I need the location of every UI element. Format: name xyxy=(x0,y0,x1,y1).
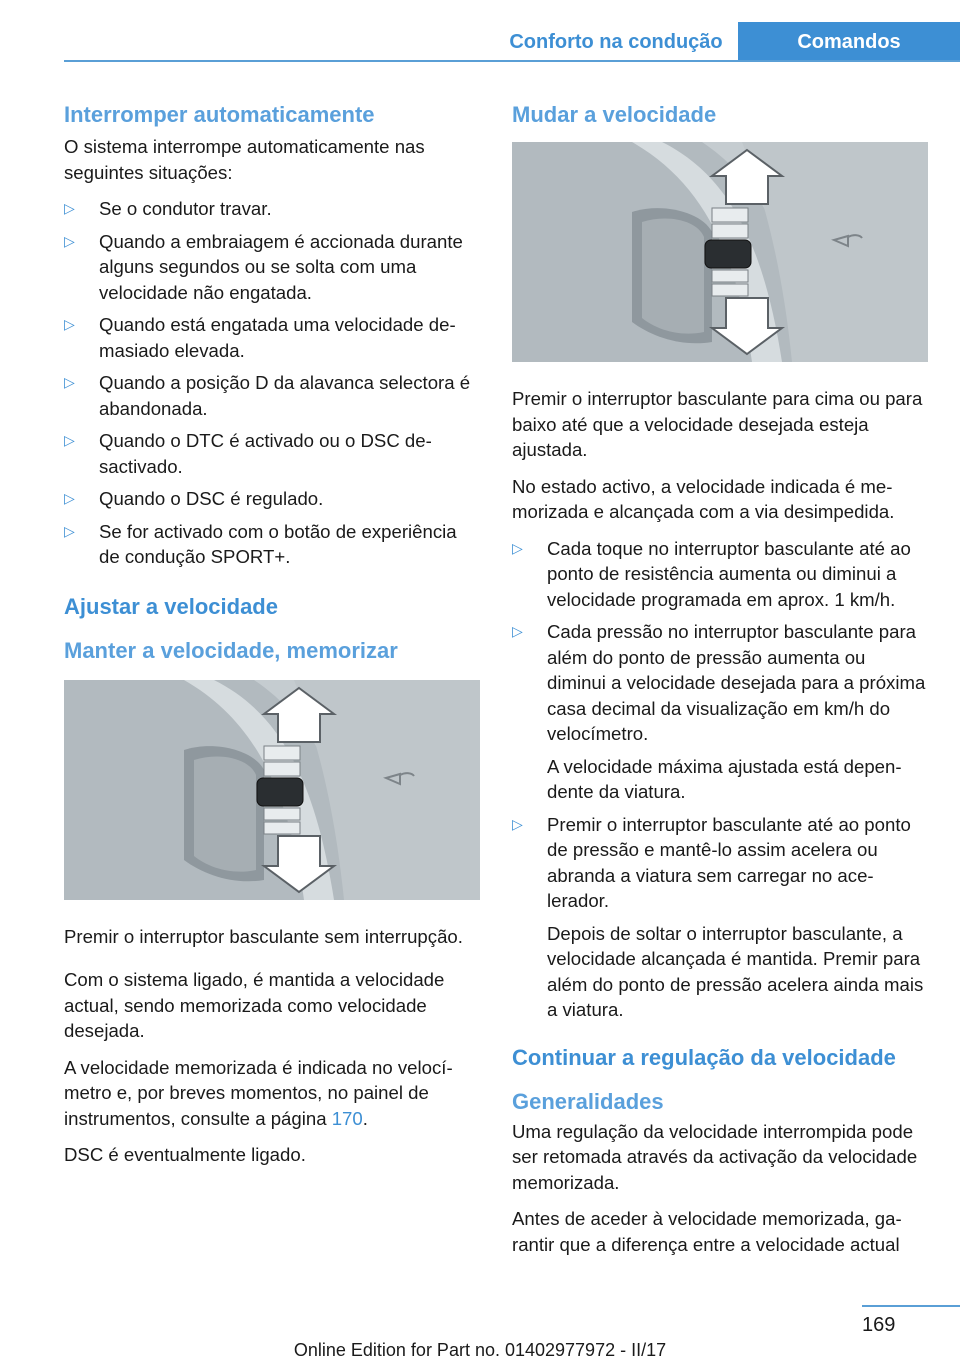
keep-paragraph-4: DSC é eventualmente ligado. xyxy=(64,1144,306,1165)
header-section-title: Conforto na condução xyxy=(509,31,723,53)
steering-wheel-rocker-figure-2 xyxy=(512,142,928,362)
steering-wheel-rocker-figure xyxy=(64,680,480,900)
interrupt-heading: Interromper automaticamente xyxy=(64,102,375,127)
triangle-bullet-icon: ▷ xyxy=(64,316,75,332)
header-chapter-tab: Comandos xyxy=(738,22,960,62)
interrupt-list xyxy=(64,196,480,570)
list-item: ▷ Quando o DSC é regulado. xyxy=(64,486,480,512)
page-number: 169 xyxy=(862,1314,896,1336)
list-item: ▷ Se o condutor travar. xyxy=(64,196,480,222)
list-item: ▷ Quando a embraiagem é accionada durante alguns segundos ou se solta com uma velocidade não engatada. xyxy=(64,230,463,303)
keep-heading: Manter a velocidade, memorizar xyxy=(64,637,398,663)
list-item: ▷ Cada toque no interruptor basculante até ao ponto de resistência aumenta ou diminui a velocidade programada em aprox. 1 km/h. xyxy=(512,537,911,610)
right-column xyxy=(512,100,928,1268)
triangle-bullet-icon: ▷ xyxy=(512,539,523,556)
triangle-bullet-icon: ▷ xyxy=(64,374,75,390)
change-speed-heading: Mudar a velocidade xyxy=(512,102,717,127)
change-paragraph-2: No estado activo, a velocidade indicada é memorizada e alcançada com a via desimpedida. xyxy=(512,475,895,522)
list-item: ▷ Premir o interruptor basculante até ao ponto de pressão e mantê-lo assim acelera ou abranda a viatura sem carregar no acelerador. Depois de soltar o interruptor basculante, a velocidade alcançada é mantida. Premir para além do ponto de pressão acelera ainda mais a viatura. xyxy=(512,812,928,1023)
page-reference-link[interactable]: 170 xyxy=(331,1107,363,1129)
list-item: ▷ Se for activado com o botão de experiência de condução SPORT+. xyxy=(64,520,457,567)
triangle-bullet-icon: ▷ xyxy=(64,490,75,506)
footer-divider xyxy=(862,1305,960,1307)
triangle-bullet-icon: ▷ xyxy=(512,623,523,639)
triangle-bullet-icon: ▷ xyxy=(64,522,75,539)
left-column xyxy=(64,100,480,1179)
general-paragraph-2: Antes de aceder à velocidade memorizada, garantir que a diferença entre a velocidade actual xyxy=(512,1208,902,1255)
list-item-note: Depois de soltar o interruptor basculante, a velocidade alcançada é mantida. Premir para além do ponto de pressão acelera ainda mais a viatura. xyxy=(547,922,924,1020)
edition-note: Online Edition for Part no. 01402977972 - II/17 xyxy=(293,1340,667,1360)
list-item-note: A velocidade máxima ajustada está dependente da viatura. xyxy=(547,755,902,802)
continue-heading: Continuar a regulação da velocidade xyxy=(512,1044,896,1070)
keep-paragraph-1: Premir o interruptor basculante sem interrupção. xyxy=(64,925,463,947)
list-item: ▷ Quando o DTC é activado ou o DSC desactivado. xyxy=(64,430,432,477)
interrupt-intro: O sistema interrompe automaticamente nas seguintes situações: xyxy=(64,136,425,183)
triangle-bullet-icon: ▷ xyxy=(512,815,523,832)
change-list xyxy=(512,536,928,1023)
keep-paragraph-3: A velocidade memorizada é indicada no velocímetro e, por breves momentos, no painel de instrumentos, consulte a página 170. xyxy=(64,1056,453,1129)
triangle-bullet-icon: ▷ xyxy=(64,432,75,448)
general-heading: Generalidades xyxy=(512,1088,664,1114)
triangle-bullet-icon: ▷ xyxy=(64,200,75,216)
keep-paragraph-2: Com o sistema ligado, é mantida a velocidade actual, sendo memorizada como velocidade desejada. xyxy=(64,969,445,1041)
list-item: ▷ Quando está engatada uma velocidade demasiado elevada. xyxy=(64,314,456,361)
header-divider xyxy=(64,60,960,62)
list-item: ▷ Quando a posição D da alavanca selectora é abandonada. xyxy=(64,372,471,419)
adjust-heading: Ajustar a velocidade xyxy=(64,593,278,619)
list-item: ▷ Cada pressão no interruptor basculante para além do ponto de pressão aumenta ou diminui a velocidade desejada para a próxima casa decimal da visualização em km/h do velocímetro. A velocidade máxima ajustada está dependente da viatura. xyxy=(512,619,928,805)
change-paragraph-1: Premir o interruptor basculante para cima ou para baixo até que a velocidade desejada esteja ajustada. xyxy=(512,388,923,460)
triangle-bullet-icon: ▷ xyxy=(64,232,75,249)
general-paragraph-1: Uma regulação da velocidade interrompida pode ser retomada através da activação da velocidade memorizada. xyxy=(512,1120,918,1193)
